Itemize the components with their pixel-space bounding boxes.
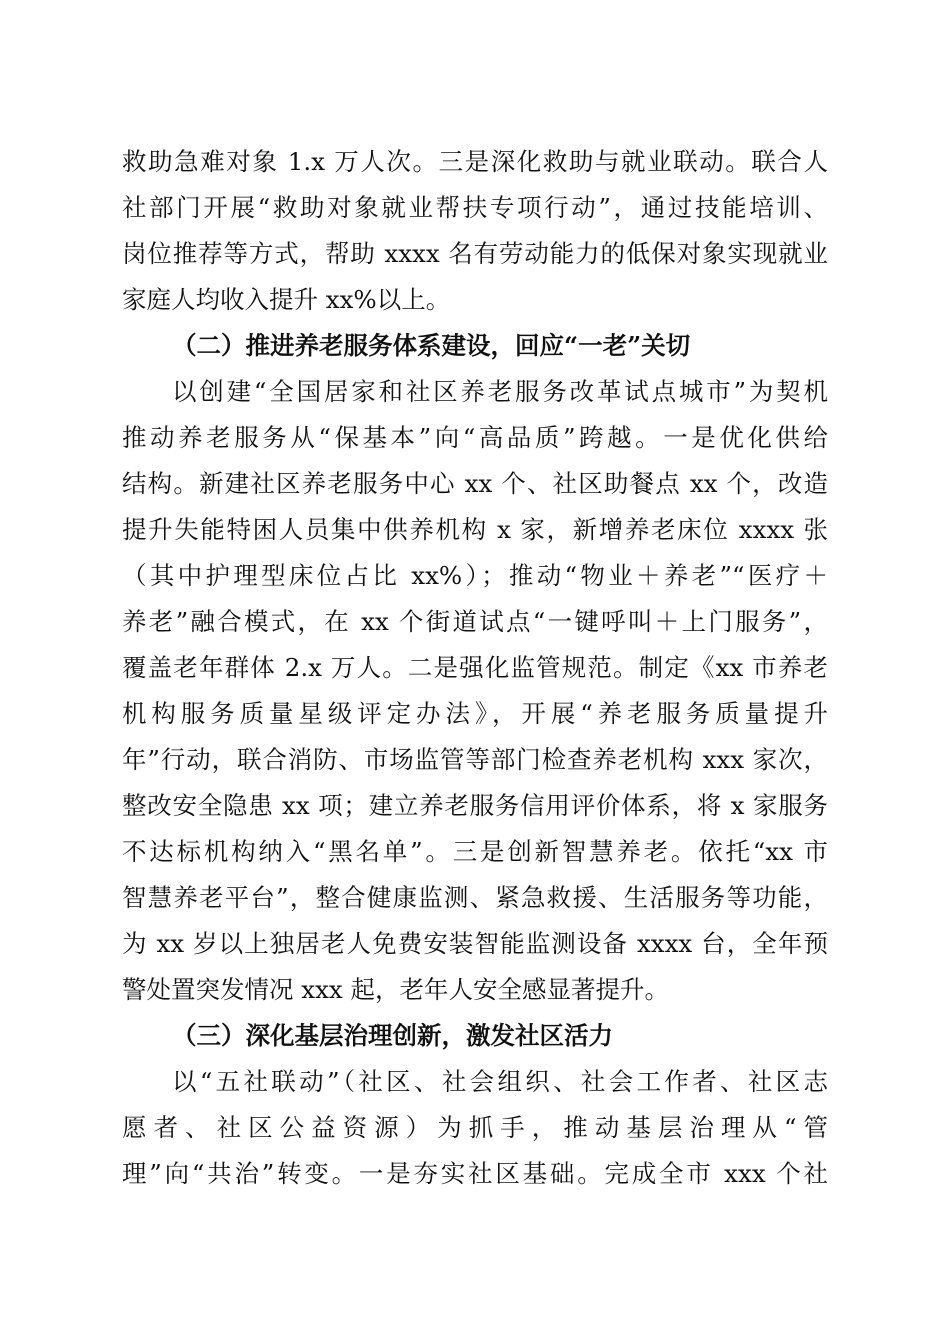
body-text-line: 社部门开展“救助对象就业帮扶专项行动”，通过技能培训、 <box>122 193 828 222</box>
body-text-line: 整改安全隐患 xx 项；建立养老服务信用评价体系，将 x 家服务 <box>122 791 828 820</box>
body-text-line: （其中护理型床位占比 xx%）；推动“物业＋养老”“医疗＋ <box>122 561 828 590</box>
body-text-line: 救助急难对象 1.x 万人次。三是深化救助与就业联动。联合人 <box>122 147 828 176</box>
body-text-line: 警处置突发情况 xxx 起，老年人安全感显著提升。 <box>122 975 670 1004</box>
body-text-line: 年”行动，联合消防、市场监管等部门检查养老机构 xxx 家次， <box>122 745 828 774</box>
body-text-line: 提升失能特困人员集中供养机构 x 家，新增养老床位 xxxx 张 <box>122 515 828 544</box>
body-text-line: 养老”融合模式，在 xx 个街道试点“一键呼叫＋上门服务”， <box>122 607 828 636</box>
body-text-line: 岗位推荐等方式，帮助 xxxx 名有劳动能力的低保对象实现就业 <box>122 239 828 268</box>
body-text-line: 为 xx 岁以上独居老人免费安装智能监测设备 xxxx 台，全年预 <box>122 929 828 958</box>
body-text-line: 结构。新建社区养老服务中心 xx 个、社区助餐点 xx 个，改造 <box>122 469 828 498</box>
body-text-line: 推动养老服务从“保基本”向“高品质”跨越。一是优化供给 <box>122 423 828 452</box>
body-text-line: 家庭人均收入提升 xx%以上。 <box>122 285 451 314</box>
body-text-line: 智慧养老平台”，整合健康监测、紧急救援、生活服务等功能， <box>122 883 828 912</box>
body-text-line: 愿者、社区公益资源）为抓手，推动基层治理从“管 <box>122 1113 828 1142</box>
body-text-line: 以创建“全国居家和社区养老服务改革试点城市”为契机 <box>172 377 828 406</box>
body-text-line: 覆盖老年群体 2.x 万人。二是强化监管规范。制定《xx 市养老 <box>122 653 828 682</box>
section-heading: （三）深化基层治理创新，激发社区活力 <box>172 1021 613 1050</box>
body-text-line: 理”向“共治”转变。一是夯实社区基础。完成全市 xxx 个社 <box>122 1159 828 1188</box>
section-heading: （二）推进养老服务体系建设，回应“一老”关切 <box>172 331 691 360</box>
body-text-line: 不达标机构纳入“黑名单”。三是创新智慧养老。依托“xx 市 <box>122 837 828 866</box>
body-text-line: 机构服务质量星级评定办法》，开展“养老服务质量提升 <box>122 699 828 728</box>
body-text-line: 以“五社联动”（社区、社会组织、社会工作者、社区志 <box>172 1067 828 1096</box>
